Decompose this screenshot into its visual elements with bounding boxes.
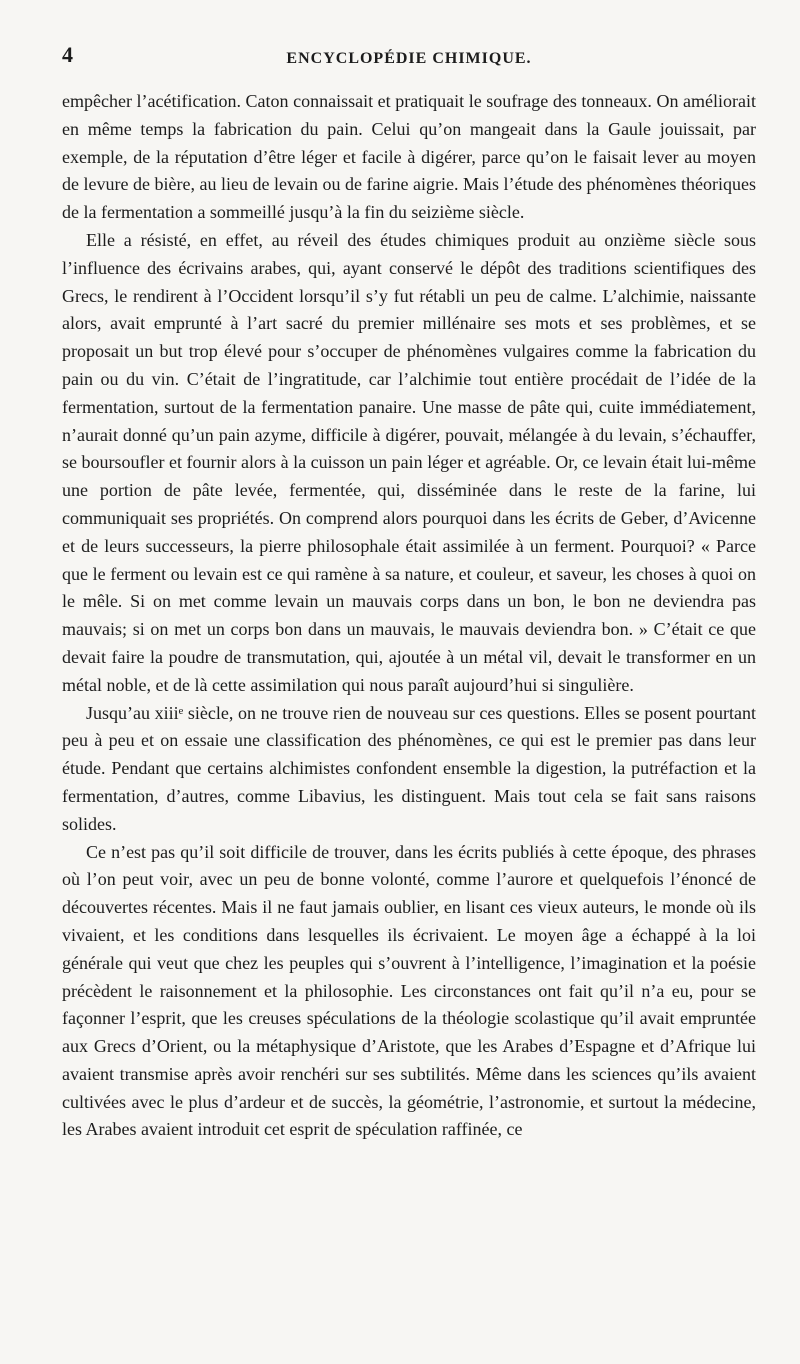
paragraph-continuation: empêcher l’acétification. Caton connaissait et pratiquait le soufrage des tonneaux. On améliorait en même temps la fabrication du pain. Celui qu’on mangeait dans la Gaule jouissait, par exemple, de la réputation d’être léger et facile à digérer, parce qu’on le faisait lever au moyen de levure de bière, au lieu de levain ou de farine aigrie. Mais l’étude des phénomènes théoriques de la fermentation a sommeillé jusqu’à la fin du seizième siècle. xyxy=(62,91,756,223)
page-header xyxy=(62,38,756,78)
page-number: 4 xyxy=(62,42,73,67)
running-title: ENCYCLOPÉDIE CHIMIQUE. xyxy=(286,50,532,67)
paragraph: Elle a résisté, en effet, au réveil des études chimiques produit au onzième siècle sous l’influence des écrivains arabes, qui, ayant conservé le dépôt des traditions scientifiques des Grecs, le rendirent à l’Occident lorsqu’il s’y fut rétabli un peu de calme. L’alchimie, naissante alors, avait emprunté à l’art sacré du premier millénaire ses mots et ses problèmes, et se proposait un but trop élevé pour s’occuper de phénomènes vulgaires comme la fabrication du pain ou du vin. C’était de l’ingratitude, car l’alchimie tout entière procédait de l’idée de la fermentation, surtout de la fermentation panaire. Une masse de pâte qui, cuite immédiatement, n’aurait donné qu’un pain azyme, difficile à digérer, pouvait, mélangée à du levain, s’échauffer, se boursoufler et fournir alors à la cuisson un pain léger et agréable. Or, ce levain était lui-même une portion de pâte levée, fermentée, qui, disséminée dans le reste de la farine, lui communiquait ses propriétés. On comprend alors pourquoi dans les écrits de Geber, d’Avicenne et de leurs successeurs, la pierre philosophale était assimilée à un ferment. Pourquoi? « Parce que le ferment ou levain est ce qui ramène à sa nature, et couleur, et saveur, les choses à quoi on le mêle. Si on met comme levain un mauvais corps dans un bon, le bon ne deviendra pas mauvais; si on met un corps bon dans un mauvais, le mauvais deviendra bon. » C’était ce que devait faire la poudre de transmutation, qui, ajoutée à un métal vil, devait le transformer en un métal noble, et de là cette assimilation qui nous paraît aujourd’hui si singulière. xyxy=(62,229,756,695)
body-text xyxy=(62,88,756,1144)
paragraph: Jusqu’au xiiiᵉ siècle, on ne trouve rien de nouveau sur ces questions. Elles se posent pourtant peu à peu et on essaie une classification des phénomènes, ce qui est le premier pas dans leur étude. Pendant que certains alchimistes confondent ensemble la digestion, la putréfaction et la fermentation, d’autres, comme Libavius, les distinguent. Mais tout cela se fait sans raisons solides. xyxy=(62,702,756,834)
paragraph: Ce n’est pas qu’il soit difficile de trouver, dans les écrits publiés à cette époque, des phrases où l’on peut voir, avec un peu de bonne volonté, comme l’aurore et quelquefois l’énoncé de découvertes récentes. Mais il ne faut jamais oublier, en lisant ces vieux auteurs, le monde où ils vivaient, et les conditions dans lesquelles ils écrivaient. Le moyen âge a échappé à la loi générale qui veut que chez les peuples qui s’ouvrent à l’intelligence, l’imagination et la poésie précèdent le raisonnement et la philosophie. Les circonstances ont fait qu’il n’a eu, pour se façonner l’esprit, que les creuses spéculations de la théologie scolastique qu’il avait empruntée aux Grecs d’Orient, ou la métaphysique d’Aristote, que les Arabes d’Espagne et d’Afrique lui avaient transmise après avoir renchéri sur ses subtilités. Même dans les sciences qu’ils avaient cultivées avec le plus d’ardeur et de succès, la géométrie, l’astronomie, et surtout la médecine, les Arabes avaient introduit cet esprit de spéculation raffinée, ce xyxy=(62,841,756,1140)
